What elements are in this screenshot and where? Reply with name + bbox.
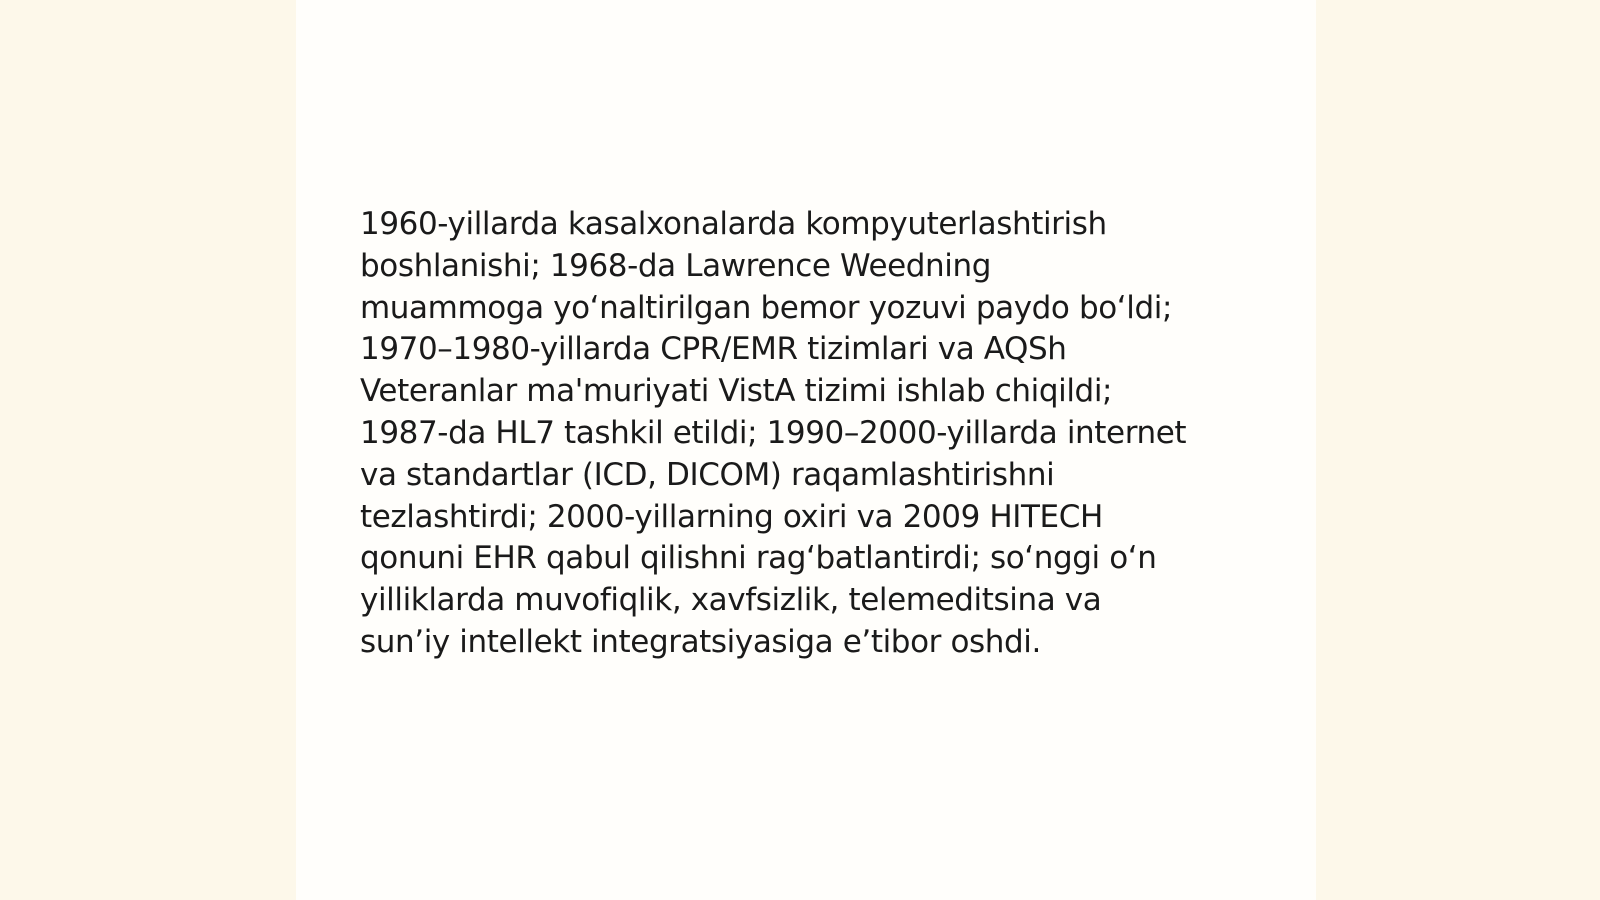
slide-canvas [296,0,1316,900]
slide-body-text: 1960-yillarda kasalxonalarda kompyuterlashtirish boshlanishi; 1968-da Lawrence Weedning muammoga yo‘naltirilgan bemor yozuvi paydo bo‘ldi; 1970–1980-yillarda CPR/EMR tizimlari va AQSh Veteranlar ma'muriyati VistA tizimi ishlab chiqildi; 1987-da HL7 tashkil etildi; 1990–2000-yillarda internet va standartlar (ICD, DICOM) raqamlashtirishni tezlashtirdi; 2000-yillarning oxiri va 2009 HITECH qonuni EHR qabul qilishni rag‘batlantirdi; so‘nggi o‘n yilliklarda muvofiqlik, xavfsizlik, telemeditsina va sun’iy intellekt integratsiyasiga e’tibor oshdi. [360,206,1187,660]
